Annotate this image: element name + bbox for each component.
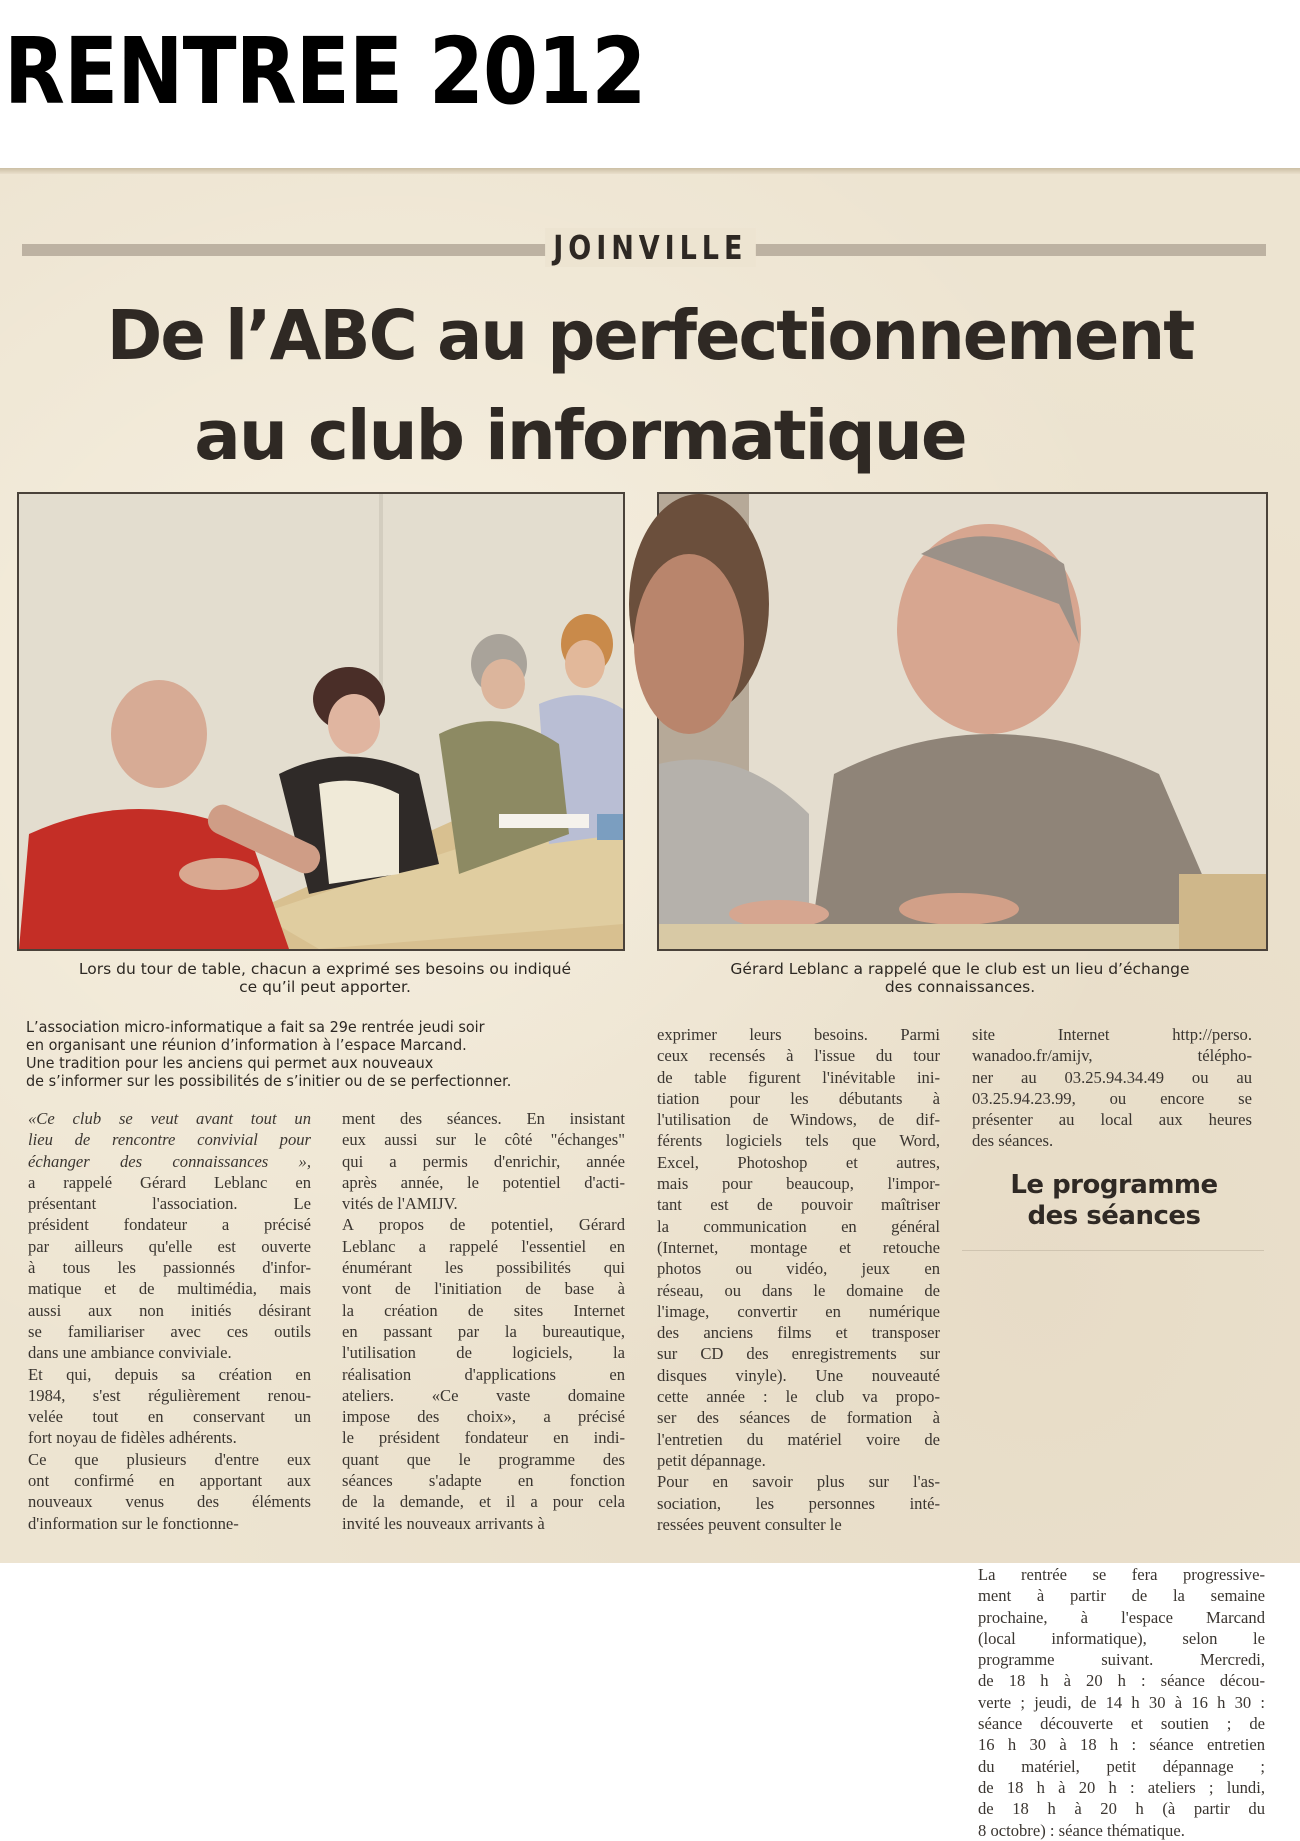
text-line: Excel, Photoshop et autres, [657, 1152, 940, 1172]
text-line: ceux recensés à l'issue du tour [657, 1046, 940, 1066]
text-line: qui a permis d'enrichir, année [342, 1151, 625, 1171]
programme-line: verte ; jeudi, de 14 h 30 à 16 h 30 : [978, 1692, 1265, 1712]
text-line: matique et de multimédia, mais [28, 1279, 311, 1299]
programme-line: La rentrée se fera progressive- [978, 1565, 1265, 1584]
subhead-line: Le programme [1010, 1170, 1218, 1200]
text-line: à tous les passionnés d'infor- [28, 1258, 311, 1278]
text-line: de la demande, et il a pour cela [342, 1492, 625, 1512]
text-line: disques vinyle). Une nouveauté [657, 1365, 940, 1385]
text-line: velée tout en conservant un [28, 1407, 311, 1427]
text-line: tiation pour les débutants à [657, 1088, 940, 1108]
text-line: énumérant les possibilités qui [342, 1258, 625, 1278]
clipping-edge [0, 168, 1300, 174]
text-line: présenter au local aux heures [972, 1110, 1252, 1130]
caption-line: Gérard Leblanc a rappelé que le club est un lieu d’échange [730, 960, 1190, 978]
text-line: cette année : le club va propo- [657, 1387, 940, 1407]
programme-line: séance découverte et soutien ; de [978, 1714, 1265, 1734]
text-line: ont confirmé en apportant aux [28, 1471, 311, 1491]
programme-line: de 18 h à 20 h : ateliers ; lundi, [978, 1777, 1265, 1797]
programme-line: du matériel, petit dépannage ; [978, 1756, 1265, 1776]
text-line: site Internet http://perso. [972, 1025, 1252, 1044]
programme-line: 8 octobre) : séance thématique. [978, 1820, 1185, 1840]
photo-group-at-table [17, 492, 625, 951]
text-line: ser des séances de formation à [657, 1408, 940, 1428]
headline-line-2: au club informatique [194, 396, 966, 476]
text-line: impose des choix», a précisé [342, 1407, 625, 1427]
text-line: l'utilisation de logiciels, la [342, 1343, 625, 1363]
subhead-line: des séances [1027, 1201, 1201, 1231]
text-line: exprimer leurs besoins. Parmi [657, 1025, 940, 1044]
lede-line: Une tradition pour les anciens qui permet aux nouveaux [26, 1054, 434, 1072]
divider [962, 1250, 1264, 1251]
text-line: sociation, les personnes inté- [657, 1493, 940, 1513]
text-line: séances s'adapte en fonction [342, 1471, 625, 1491]
article-column-3 [657, 1024, 940, 1535]
text-line: aussi aux non initiés désirant [28, 1300, 311, 1320]
text-line: quant que le programme des [342, 1449, 625, 1469]
text-line: Pour en savoir plus sur l'as- [657, 1472, 940, 1492]
caption-line: des connaissances. [884, 978, 1036, 996]
caption-line: ce qu’il peut apporter. [239, 978, 411, 996]
headline [20, 286, 1280, 486]
page-title: RENTREE 2012 [4, 18, 646, 125]
text-line: présentant l'association. Le [28, 1194, 311, 1214]
article-column-1 [28, 1108, 311, 1534]
text-line: se familiariser avec ces outils [28, 1321, 311, 1341]
headline-line-1: De l’ABC au perfectionnement [106, 296, 1194, 376]
text-line: fort noyau de fidèles adhérents. [28, 1428, 237, 1448]
programme-line: prochaine, à l'espace Marcand [978, 1607, 1265, 1627]
programme-line: 16 h 30 à 18 h : séance entretien [978, 1735, 1265, 1755]
text-line: ressées peuvent consulter le [657, 1514, 842, 1534]
text-line: petit dépannage. [657, 1450, 766, 1470]
text-line: wanadoo.fr/amijv, télépho- [972, 1046, 1252, 1066]
subhead-programme [964, 1170, 1264, 1232]
text-line: ateliers. «Ce vaste domaine [342, 1385, 625, 1405]
lede-line: de s’informer sur les possibilités de s’initier ou de se perfectionner. [26, 1072, 512, 1090]
text-line: vont de l'initiation de base à [342, 1279, 625, 1299]
photo-caption-left [20, 960, 630, 996]
text-line: dans une ambiance conviviale. [28, 1343, 232, 1363]
text-line: photos ou vidéo, jeux en [657, 1259, 940, 1279]
lede-line: en organisant une réunion d’information à l’espace Marcand. [26, 1036, 467, 1054]
text-line: Et qui, depuis sa création en [28, 1364, 311, 1384]
text-line: Leblanc a rappelé l'essentiel en [342, 1236, 625, 1256]
text-line: «Ce club se veut avant tout un [28, 1109, 311, 1128]
text-line: échanger des connaissances », [28, 1151, 311, 1171]
text-line: président fondateur a précisé [28, 1215, 311, 1235]
text-line: férents logiciels tels que Word, [657, 1131, 940, 1151]
caption-line: Lors du tour de table, chacun a exprimé ses besoins ou indiqué [78, 960, 572, 978]
article-column-2 [342, 1108, 625, 1534]
section-label [0, 228, 1300, 267]
text-line: réseau, ou dans le domaine de [657, 1280, 940, 1300]
text-line: invité les nouveaux arrivants à [342, 1513, 545, 1533]
text-line: 03.25.94.23.99, ou encore se [972, 1088, 1252, 1108]
programme-line: de 18 h à 20 h (à partir du [978, 1799, 1265, 1819]
text-line: vités de l'AMIJV. [342, 1194, 458, 1214]
text-line: l'image, convertir en numérique [657, 1301, 940, 1321]
text-line: après année, le potentiel d'acti- [342, 1172, 625, 1192]
photo-group-illustration [19, 494, 623, 949]
text-line: A propos de potentiel, Gérard [342, 1215, 625, 1235]
text-line: eux aussi sur le côté "échanges" [342, 1130, 625, 1150]
programme-line: (local informatique), selon le [978, 1628, 1265, 1648]
text-line: Ce que plusieurs d'entre eux [28, 1449, 311, 1469]
text-line: a rappelé Gérard Leblanc en [28, 1172, 311, 1192]
article-column-4 [972, 1024, 1252, 1152]
text-line: tant est de pouvoir maîtriser [657, 1195, 940, 1215]
photo-man-illustration [659, 494, 1266, 949]
text-line: par ailleurs qu'elle est ouverte [28, 1236, 311, 1256]
text-line: sur CD des enregistrements sur [657, 1344, 940, 1364]
programme-line: programme suivant. Mercredi, [978, 1650, 1265, 1670]
text-line: l'utilisation de Windows, de dif- [657, 1110, 940, 1130]
article-lede [26, 1018, 646, 1090]
text-line: ner au 03.25.94.34.49 ou au [972, 1067, 1252, 1087]
text-line: nouveaux venus des éléments [28, 1492, 311, 1512]
text-line: lieu de rencontre convivial pour [28, 1130, 311, 1150]
text-line: des séances. [972, 1131, 1054, 1151]
programme-line: ment à partir de la semaine [978, 1586, 1265, 1606]
text-line: l'entretien du matériel voire de [657, 1429, 940, 1449]
programme-line: de 18 h à 20 h : séance décou- [978, 1671, 1265, 1691]
newspaper-clipping [0, 168, 1300, 1840]
text-line: de table figurent l'inévitable ini- [657, 1067, 940, 1087]
section-name: JOINVILLE [545, 228, 755, 267]
text-line: d'information sur le fonctionne- [28, 1513, 239, 1533]
text-line: la création de sites Internet [342, 1300, 625, 1320]
lede-line: L’association micro-informatique a fait sa 29e rentrée jeudi soir [26, 1018, 485, 1036]
text-line: en passant par la bureautique, [342, 1321, 625, 1341]
photo-caption-right [660, 960, 1260, 996]
text-line: réalisation d'applications en [342, 1364, 625, 1384]
programme-text [978, 1564, 1265, 1841]
text-line: la communication en général [657, 1216, 940, 1236]
text-line: le président fondateur en indi- [342, 1428, 625, 1448]
text-line: mais pour beaucoup, l'impor- [657, 1174, 940, 1194]
text-line: ment des séances. En insistant [342, 1109, 625, 1128]
photo-gerard-leblanc [657, 492, 1268, 951]
text-line: (Internet, montage et retouche [657, 1237, 940, 1257]
text-line: des anciens films et transposer [657, 1323, 940, 1343]
text-line: 1984, s'est régulièrement renou- [28, 1385, 311, 1405]
